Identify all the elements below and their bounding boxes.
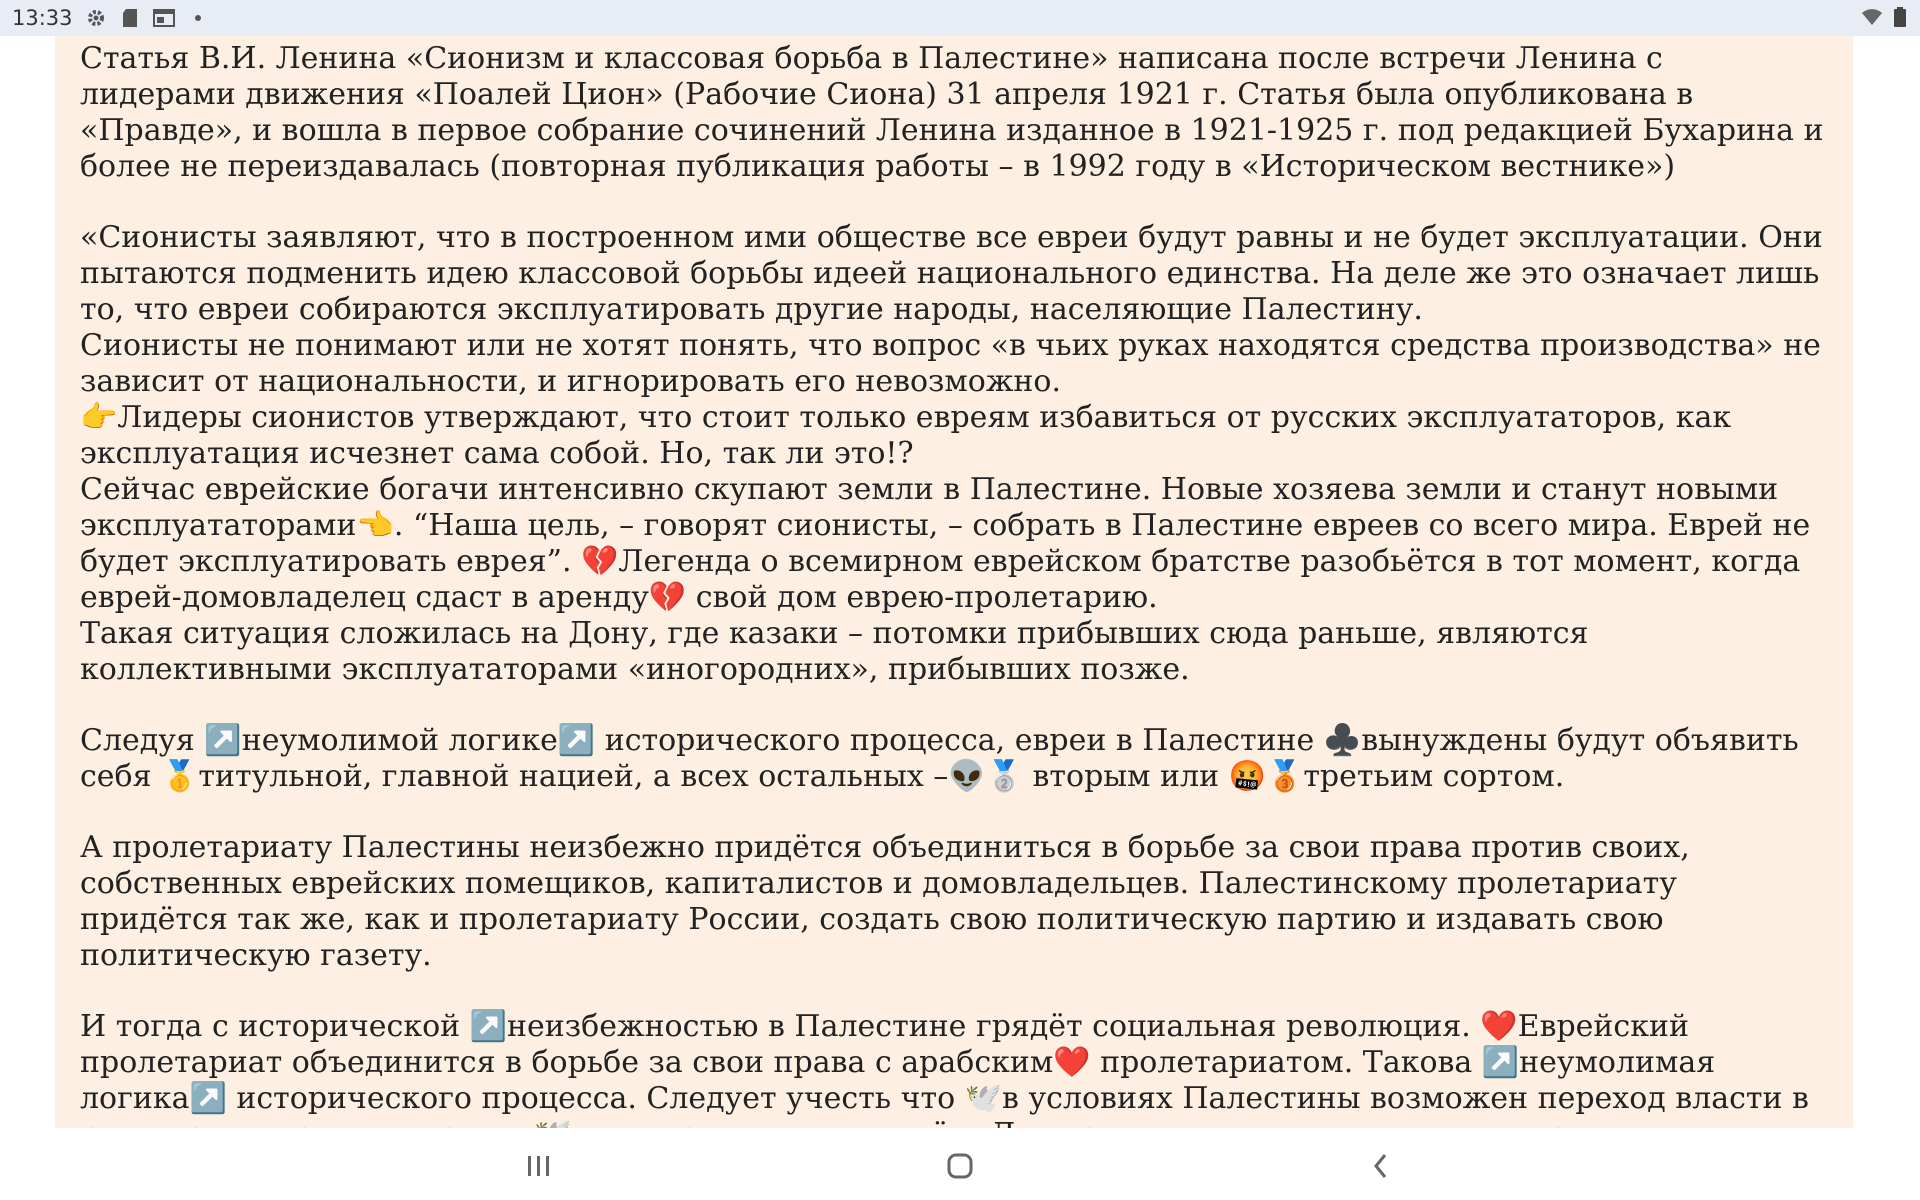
home-icon <box>946 1152 974 1180</box>
article-content[interactable] <box>55 36 1853 1128</box>
back-button[interactable] <box>1361 1146 1401 1186</box>
article-paragraph: «Сионисты заявляют, что в построенном ими обществе все евреи будут равны и не будет эксплуатации. Они пытаются подменить идею классовой борьбы идеей национального единства. На деле же это означает лишь то, что евреи собираются эксплуатировать другие народы, населяющие Палестину. Сионисты не понимают или не хотят понять, что вопрос «в чьих руках находятся средства производства» не зависит от национальности, и игнорировать его невозможно. 👉Лидеры сионистов утверждают, что стоит только евреям избавиться от русских эксплуататоров, как эксплуатация исчезнет сама собой. Но, так ли это!? Сейчас еврейские богачи интенсивно скупают земли в Палестине. Новые хозяева земли и станут новыми эксплуататорами👈. “Наша цель, – говорят сионисты, – собрать в Палестине евреев со всего мира. Еврей не будет эксплуатировать еврея”. 💔Легенда о всемирном еврейском братстве разобьётся в тот момент, когда еврей-домовладелец сдаст в аренду💔 свой дом еврею-пролетарию. Такая ситуация сложилась на Дону, где казаки – потомки прибывших сюда раньше, являются коллективными эксплуататорами «иногородних», прибывших позже. <box>80 220 1823 687</box>
recents-icon <box>525 1154 553 1178</box>
dot-icon <box>187 7 209 29</box>
status-time: 13:33 <box>12 6 73 30</box>
sd-card-icon <box>119 7 141 29</box>
battery-icon <box>1894 7 1906 31</box>
recents-button[interactable] <box>519 1146 559 1186</box>
navigation-bar <box>0 1128 1920 1200</box>
wifi-icon <box>1860 7 1884 31</box>
article-paragraph: А пролетариату Палестины неизбежно придётся объединиться в борьбе за свои права против своих, собственных еврейских помещиков, капиталистов и домовладельцев. Палестинскому пролетариату придётся так же, как и пролетариату России, создать свою политическую партию и издавать свою политическую газету. <box>80 830 1700 973</box>
article-paragraph: Статья В.И. Ленина «Сионизм и классовая борьба в Палестине» написана после встречи Ленина с лидерами движения «Поалей Цион» (Рабочие Сиона) 31 апреля 1921 г. Статья была опубликована в «Правде», и вошла в первое собрание сочинений Ленина изданное в 1921-1925 г. под редакцией Бухарина и более не переиздавалась (повторная публикация работы – в 1992 году в «Историческом вестнике») <box>80 41 1834 184</box>
paragraph-gap <box>80 185 1828 220</box>
paragraph-gap <box>80 974 1828 1009</box>
home-button[interactable] <box>940 1146 980 1186</box>
gear-icon <box>85 7 107 29</box>
chevron-left-icon <box>1371 1152 1391 1180</box>
article-paragraph: И тогда с исторической ↗️неизбежностью в Палестине грядёт социальная революция. ❤️Еврейский пролетариат объединится в борьбе за свои права с арабским❤️ пролетариатом. Такова ↗️неумолимая логика↗️ исторического процесса. Следует учесть что 🕊️в условиях Палестины возможен переход власти в <box>80 1009 1809 1116</box>
status-bar <box>0 0 1920 36</box>
status-left <box>0 6 209 30</box>
paragraph-gap <box>80 795 1828 830</box>
article-paragraph: Следуя ↗️неумолимой логике↗️ исторического процесса, евреи в Палестине ♣️вынуждены будут объявить себя 🥇титульной, главной нацией, а всех остальных –👽🥈 вторым или 🤬🥉третьим сортом. <box>80 723 1809 794</box>
status-right <box>1860 7 1906 31</box>
paragraph-gap <box>80 688 1828 723</box>
window-icon <box>153 7 175 29</box>
